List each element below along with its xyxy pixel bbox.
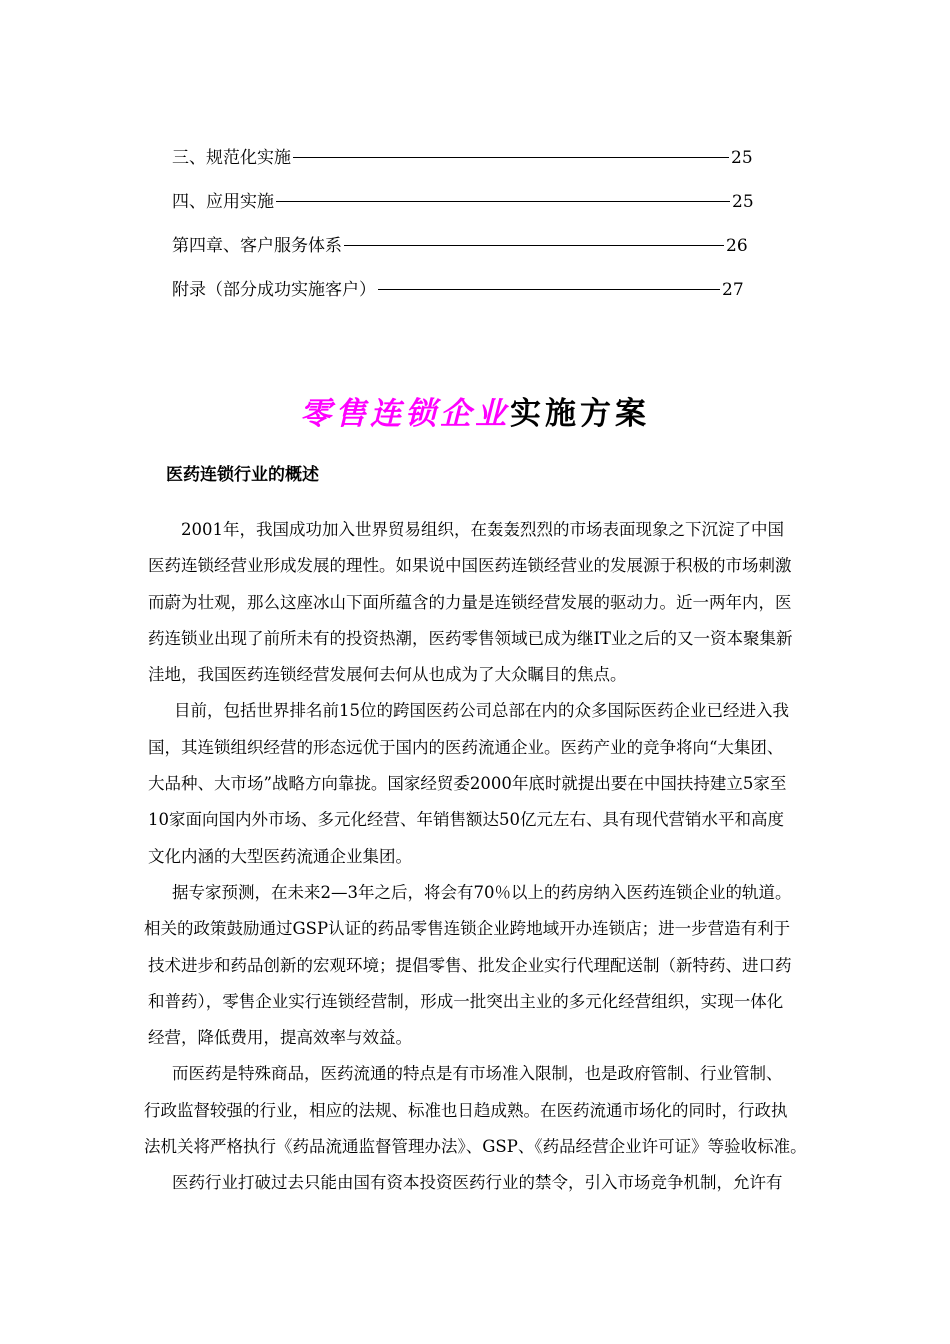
paragraph-line: 而蔚为壮观，那么这座冰山下面所蕴含的力量是连锁经营发展的驱动力。近一两年内，医 bbox=[148, 592, 792, 612]
paragraph-line: 和普药），零售企业实行连锁经营制，形成一批突出主业的多元化经营组织，实现一体化 bbox=[148, 991, 784, 1011]
paragraph-line: 国，其连锁组织经营的形态远优于国内的医药流通企业。医药产业的竞争将向“大集团、 bbox=[148, 737, 784, 757]
paragraph-line: 法机关将严格执行《药品流通监督管理办法》、GSP、《药品经营企业许可证》等验收标准。 bbox=[144, 1137, 807, 1157]
paragraph-line: 2001年，我国成功加入世界贸易组织，在轰轰烈烈的市场表面现象之下沉淀了中国 bbox=[181, 520, 784, 539]
title-highlight: 零售连锁企业 bbox=[300, 396, 510, 432]
toc-entry[interactable] bbox=[172, 124, 772, 168]
toc-entry-label: 三、规范化实施 bbox=[172, 148, 291, 168]
paragraph-line: 大品种、大市场”战略方向靠拢。国家经贸委2000年底时就提出要在中国扶持建立5家至 bbox=[148, 774, 787, 794]
paragraph-line: 而医药是特殊商品，医药流通的特点是有市场准入限制，也是政府管制、行业管制、 bbox=[172, 1064, 783, 1084]
toc-leader-line bbox=[344, 245, 724, 246]
toc-leader-line bbox=[293, 157, 729, 158]
toc-entry-label: 第四章、客户服务体系 bbox=[172, 236, 342, 256]
toc-entry[interactable] bbox=[172, 212, 772, 256]
paragraph-line: 医药连锁经营业形成发展的理性。如果说中国医药连锁经营业的发展源于积极的市场刺激 bbox=[148, 556, 792, 576]
toc-entry-page: 25 bbox=[731, 148, 753, 168]
paragraph-line: 文化内涵的大型医药流通企业集团。 bbox=[148, 846, 412, 866]
toc-leader-line bbox=[378, 289, 720, 290]
toc-entry-page: 25 bbox=[732, 192, 754, 212]
toc-entry-page: 27 bbox=[722, 280, 744, 300]
toc-entry[interactable] bbox=[172, 256, 772, 300]
section-heading: 医药连锁行业的概述 bbox=[166, 465, 319, 485]
document-title bbox=[0, 388, 950, 433]
paragraph-line: 医药行业打破过去只能由国有资本投资医药行业的禁令，引入市场竞争机制，允许有 bbox=[172, 1173, 783, 1193]
paragraph-line: 10家面向国内外市场、多元化经营、年销售额达50亿元左右、具有现代营销水平和高度 bbox=[148, 810, 784, 830]
body-text bbox=[144, 512, 826, 1202]
paragraph-line: 洼地，我国医药连锁经营发展何去何从也成为了大众瞩目的焦点。 bbox=[148, 665, 627, 685]
paragraph-line: 经营，降低费用，提高效率与效益。 bbox=[148, 1028, 412, 1048]
table-of-contents bbox=[172, 124, 772, 300]
paragraph-line: 目前，包括世界排名前15位的跨国医药公司总部在内的众多国际医药企业已经进入我 bbox=[174, 701, 789, 721]
toc-entry[interactable] bbox=[172, 168, 772, 212]
toc-entry-label: 四、应用实施 bbox=[172, 192, 274, 212]
paragraph-line: 药连锁业出现了前所未有的投资热潮，医药零售领域已成为继IT业之后的又一资本聚集新 bbox=[148, 628, 793, 648]
paragraph-line: 技术进步和药品创新的宏观环境；提倡零售、批发企业实行代理配送制（新特药、进口药 bbox=[148, 955, 792, 975]
paragraph-line: 行政监督较强的行业，相应的法规、标准也日趋成熟。在医药流通市场化的同时，行政执 bbox=[144, 1100, 788, 1120]
paragraph-line: 相关的政策鼓励通过GSP认证的药品零售连锁企业跨地域开办连锁店；进一步营造有利于 bbox=[144, 919, 791, 939]
toc-entry-label: 附录（部分成功实施客户） bbox=[172, 280, 376, 300]
toc-leader-line bbox=[276, 201, 730, 202]
toc-entry-page: 26 bbox=[726, 236, 748, 256]
title-remainder: 实施方案 bbox=[510, 396, 650, 432]
paragraph-line: 据专家预测，在未来2—3年之后，将会有70％以上的药房纳入医药连锁企业的轨道。 bbox=[172, 882, 792, 902]
